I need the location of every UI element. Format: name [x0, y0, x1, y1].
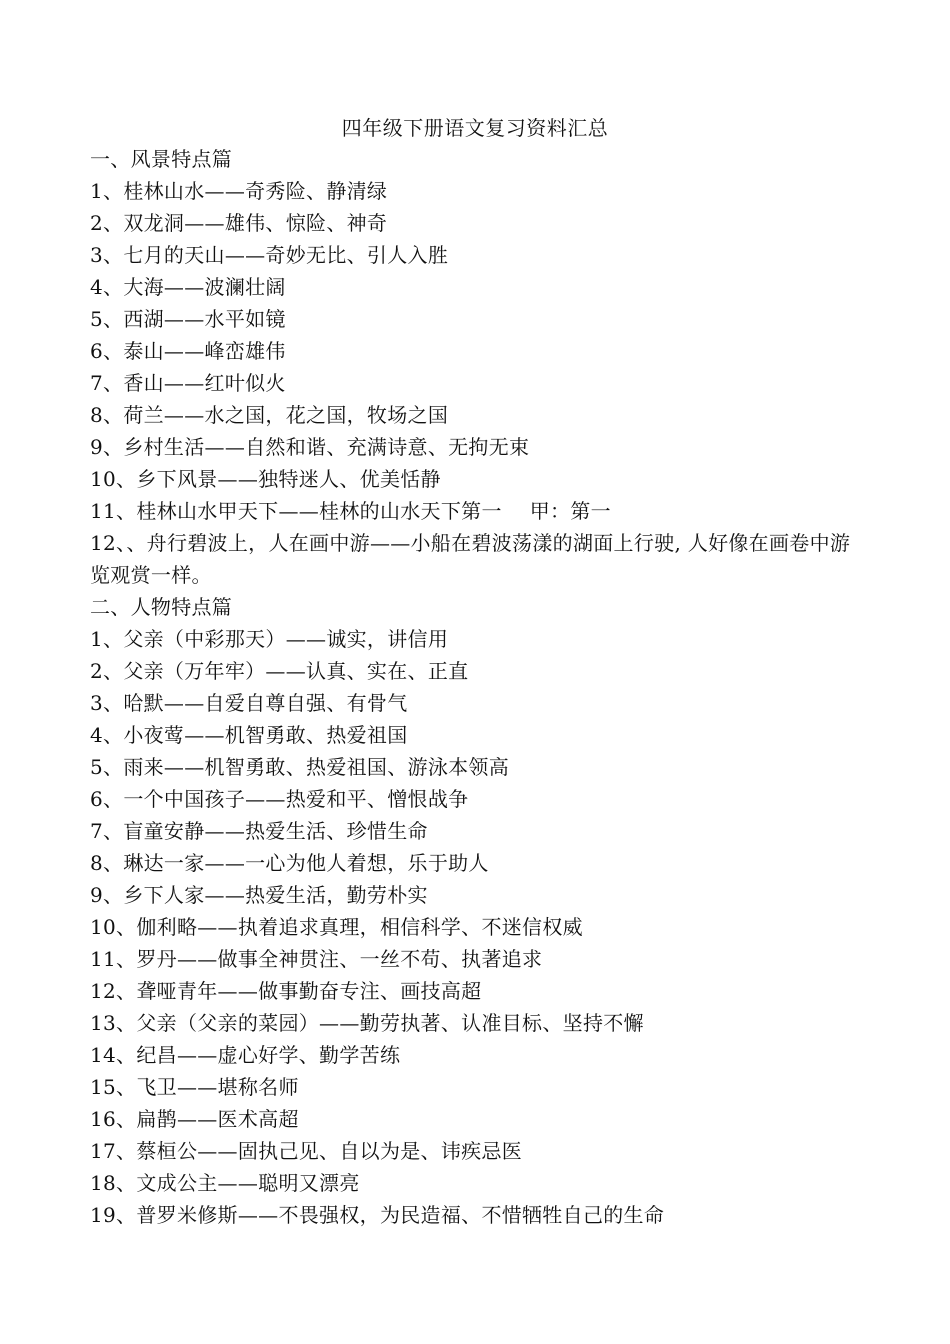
list-item: 3、七月的天山——奇妙无比、引人入胜	[90, 243, 449, 267]
list-item: 6、一个中国孩子——热爱和平、憎恨战争	[90, 787, 469, 811]
list-item: 12、聋哑青年——做事勤奋专注、画技高超	[90, 979, 482, 1003]
list-item: 7、香山——红叶似火	[90, 371, 286, 395]
list-item: 7、盲童安静——热爱生活、珍惜生命	[90, 819, 428, 843]
list-item: 13、父亲（父亲的菜园）——勤劳执著、认准目标、坚持不懈	[90, 1011, 644, 1035]
list-item: 19、普罗米修斯——不畏强权，为民造福、不惜牺牲自己的生命	[90, 1203, 665, 1227]
list-item-text: 11、桂林山水甲天下——桂林的山水天下第一	[90, 499, 502, 523]
list-item: 4、大海——波澜壮阔	[90, 275, 286, 299]
list-item: 2、父亲（万年牢）——认真、实在、正直	[90, 659, 469, 683]
list-item: 5、雨来——机智勇敢、热爱祖国、游泳本领高	[90, 755, 510, 779]
list-item	[90, 495, 865, 527]
list-item: 15、飞卫——堪称名师	[90, 1075, 299, 1099]
section-heading-scenery: 一、风景特点篇	[90, 147, 233, 171]
list-item: 6、泰山——峰峦雄伟	[90, 339, 286, 363]
list-item: 12、、舟行碧波上，人在画中游——小船在碧波荡漾的湖面上行驶, 人好像在画卷中游览观赏一样。	[90, 531, 851, 587]
list-item: 18、文成公主——聪明又漂亮	[90, 1171, 360, 1195]
list-item: 5、西湖——水平如镜	[90, 307, 286, 331]
list-item: 3、哈默——自爱自尊自强、有骨气	[90, 691, 408, 715]
list-item: 9、乡下人家——热爱生活，勤劳朴实	[90, 883, 428, 907]
list-item: 8、荷兰——水之国，花之国，牧场之国	[90, 403, 449, 427]
list-item: 1、桂林山水——奇秀险、静清绿	[90, 179, 388, 203]
list-item: 1、父亲（中彩那天）——诚实，讲信用	[90, 627, 449, 651]
list-item: 10、伽利略——执着追求真理，相信科学、不迷信权威	[90, 915, 583, 939]
list-item: 11、罗丹——做事全神贯注、一丝不苟、执著追求	[90, 947, 543, 971]
section-heading-characters: 二、人物特点篇	[90, 595, 233, 619]
list-item: 17、蔡桓公——固执己见、自以为是、讳疾忌医	[90, 1139, 523, 1163]
list-item: 10、乡下风景——独特迷人、优美恬静	[90, 467, 441, 491]
list-item: 4、小夜莺——机智勇敢、热爱祖国	[90, 723, 408, 747]
list-item: 14、纪昌——虚心好学、勤学苦练	[90, 1043, 401, 1067]
page-title: 四年级下册语文复习资料汇总	[341, 116, 609, 140]
list-item: 8、琳达一家——一心为他人着想，乐于助人	[90, 851, 489, 875]
list-item-note: 甲：第一	[529, 499, 611, 523]
list-item: 2、双龙洞——雄伟、惊险、神奇	[90, 211, 388, 235]
list-item: 9、乡村生活——自然和谐、充满诗意、无拘无束	[90, 435, 530, 459]
document-body	[90, 143, 865, 1231]
list-item: 16、扁鹊——医术高超	[90, 1107, 299, 1131]
